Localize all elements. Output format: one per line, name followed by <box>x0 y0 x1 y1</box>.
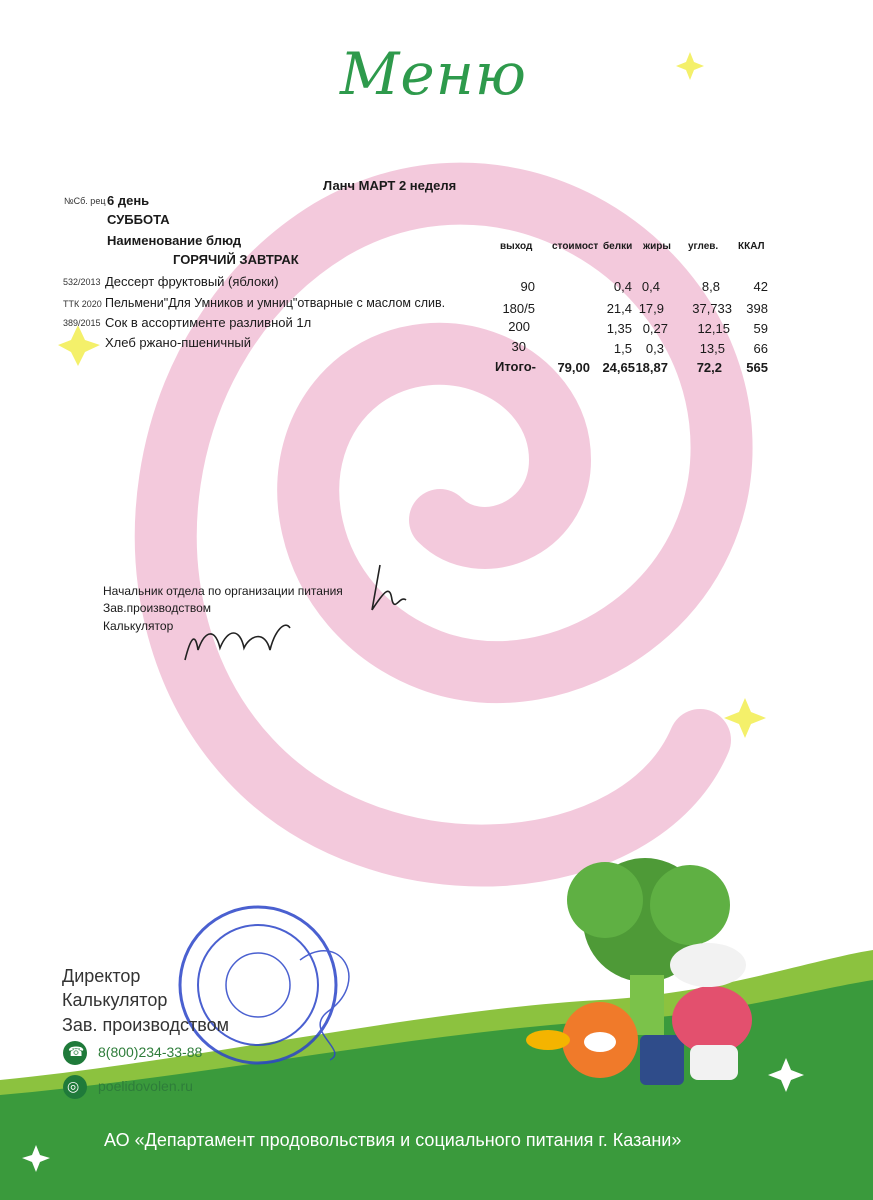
row-carbs: 13,5 <box>699 341 725 356</box>
signature-calculator-label: Калькулятор <box>103 619 174 633</box>
col-carbs: углев. <box>688 241 719 252</box>
menu-line: Ланч МАРТ 2 неделя <box>323 178 457 193</box>
row-dish-name: Сок в ассортименте разливной 1л <box>105 315 312 330</box>
row-dish-name: Хлеб ржано-пшеничный <box>105 335 251 350</box>
row-carbs: 37,733 <box>692 301 732 316</box>
row-protein: 21,4 <box>606 301 632 316</box>
row-code: ТТК 2020 <box>63 299 102 309</box>
col-output: выход <box>500 241 533 252</box>
page-title: Меню <box>340 40 527 108</box>
row-output: 30 <box>511 339 526 354</box>
row-fat: 0,4 <box>641 279 660 294</box>
row-kcal: 59 <box>753 321 768 336</box>
dishes-heading: Наименование блюд <box>107 233 242 248</box>
row-dish-name: Пельмени"Для Умников и умниц"отварные с маслом слив. <box>105 296 446 310</box>
weekday-label: СУББОТА <box>107 212 170 227</box>
footer-phone: 8(800)234-33-88 <box>98 1044 203 1060</box>
col-kcal: ККАЛ <box>738 241 765 252</box>
row-kcal: 66 <box>753 341 768 356</box>
totals-cost: 79,00 <box>557 360 590 375</box>
totals-protein: 24,65 <box>602 360 635 375</box>
row-output: 90 <box>520 279 535 294</box>
totals-fat: 18,87 <box>635 360 668 375</box>
col-protein: белки <box>603 241 633 252</box>
totals-carbs: 72,2 <box>696 360 722 375</box>
globe-icon: ◎ <box>67 1078 80 1094</box>
row-protein: 1,35 <box>606 321 632 336</box>
totals-kcal: 565 <box>746 360 768 375</box>
star-icon <box>58 325 100 366</box>
footer-production: Зав. производством <box>62 1015 229 1035</box>
row-protein: 1,5 <box>613 341 632 356</box>
row-output: 200 <box>508 319 530 334</box>
row-carbs: 8,8 <box>701 279 720 294</box>
footer-calculator: Калькулятор <box>62 990 168 1010</box>
row-code: 532/2013 <box>63 277 101 287</box>
row-kcal: 42 <box>753 279 768 294</box>
row-fat: 0,27 <box>642 321 668 336</box>
company-name: АО «Департамент продовольствия и социального питания г. Казани» <box>104 1130 682 1150</box>
section-heading: ГОРЯЧИЙ ЗАВТРАК <box>173 252 299 267</box>
row-protein: 0,4 <box>613 279 632 294</box>
recipe-number-label: №Сб. рец <box>64 196 106 206</box>
col-cost: стоимост <box>552 241 599 252</box>
star-icon <box>724 698 766 738</box>
signature-production-label: Зав.производством <box>103 601 211 615</box>
footer-director: Директор <box>62 966 141 986</box>
row-dish-name: Дессерт фруктовый (яблоки) <box>105 274 279 289</box>
signature-head-label: Начальник отдела по организации питания <box>103 584 343 598</box>
row-kcal: 398 <box>746 301 768 316</box>
day-label: 6 день <box>107 193 150 208</box>
row-code: 389/2015 <box>63 318 101 328</box>
row-fat: 17,9 <box>638 301 664 316</box>
col-fat: жиры <box>643 241 671 252</box>
row-carbs: 12,15 <box>697 321 730 336</box>
phone-icon: ☎ <box>68 1044 85 1059</box>
star-icon <box>676 52 704 80</box>
totals-label: Итого- <box>495 359 536 374</box>
row-output: 180/5 <box>502 301 535 316</box>
footer-website[interactable]: poelidovolen.ru <box>98 1078 193 1094</box>
row-fat: 0,3 <box>645 341 664 356</box>
